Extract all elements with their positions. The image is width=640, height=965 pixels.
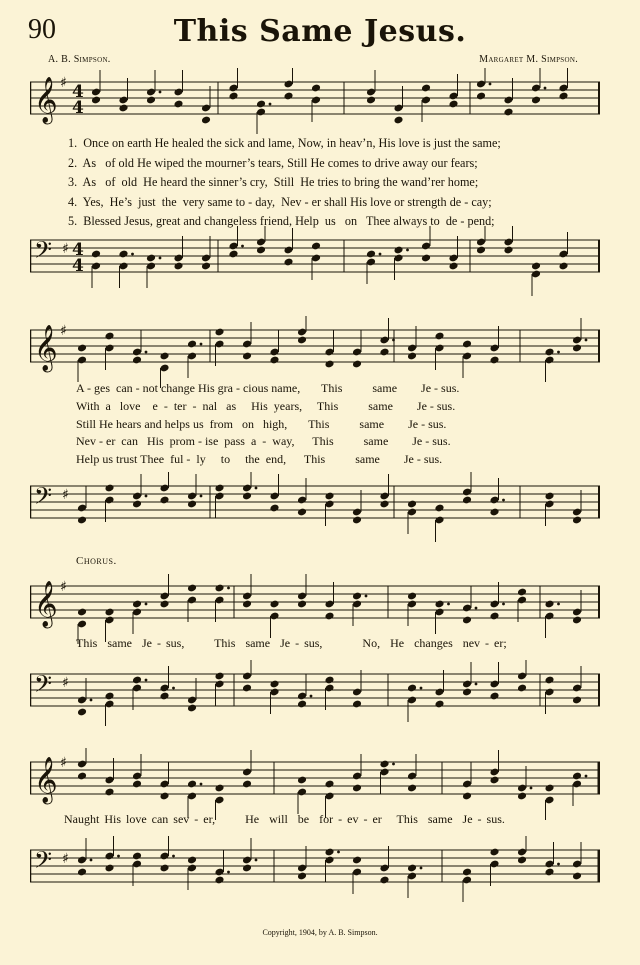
augmentation-dot xyxy=(145,603,148,606)
note-head xyxy=(489,776,499,785)
note-head xyxy=(572,696,582,705)
bass-staff-3 xyxy=(30,660,600,732)
note-head xyxy=(242,780,252,789)
note-head xyxy=(187,704,197,713)
note-head xyxy=(187,856,197,865)
note-head xyxy=(489,508,499,517)
note-head xyxy=(132,600,142,609)
note-head xyxy=(379,500,389,509)
augmentation-dot xyxy=(379,253,382,256)
augmentation-dot xyxy=(131,253,134,256)
note-head xyxy=(214,584,224,593)
note-head xyxy=(297,600,307,609)
bass-clef: 𝄢 xyxy=(34,846,53,879)
treble-staff-1 xyxy=(30,68,600,140)
augmentation-dot xyxy=(475,607,478,610)
key-signature-sharp: ♯ xyxy=(62,675,69,691)
note-head xyxy=(269,600,279,609)
augmentation-dot xyxy=(255,487,258,490)
note-head xyxy=(256,100,266,109)
note-head xyxy=(118,104,128,113)
note-head xyxy=(228,250,238,259)
hymn-title: This Same Jesus. xyxy=(173,14,467,49)
note-head xyxy=(324,360,334,369)
refrain-line: Still He hears and helps us from on high, This same Je - sus. xyxy=(76,416,447,431)
note-head xyxy=(489,848,499,857)
bass-clef: 𝄢 xyxy=(34,482,53,515)
note-head xyxy=(366,96,376,105)
refrain-line: A - ges can - not change His gra - cious name, This same Je - sus. xyxy=(76,381,460,395)
note-head xyxy=(104,608,114,617)
note-head xyxy=(379,876,389,885)
augmentation-dot xyxy=(227,587,230,590)
treble-clef: 𝄞 xyxy=(34,77,58,123)
note-head xyxy=(434,332,444,341)
note-head xyxy=(352,592,362,601)
augmentation-dot xyxy=(117,855,120,858)
note-head xyxy=(91,96,101,105)
note-head xyxy=(132,500,142,509)
note-head xyxy=(517,792,527,801)
note-head xyxy=(311,242,321,251)
note-head xyxy=(297,700,307,709)
note-head xyxy=(503,108,513,117)
note-head xyxy=(352,784,362,793)
note-head xyxy=(517,588,527,597)
note-head xyxy=(187,780,197,789)
augmentation-dot xyxy=(145,351,148,354)
augmentation-dot xyxy=(200,783,203,786)
note-head xyxy=(517,856,527,865)
note-head xyxy=(77,772,87,781)
note-head xyxy=(269,356,279,365)
refrain-line: Nev - er can His prom - ise pass a - way, This same Je - sus. xyxy=(76,434,451,449)
augmentation-dot xyxy=(502,499,505,502)
augmentation-dot xyxy=(557,863,560,866)
augmentation-dot xyxy=(90,859,93,862)
verse-line: 4. Yes, He’s just the very same to - day, Nev - er shall His love or strength de - cay; xyxy=(68,194,492,209)
note-head xyxy=(214,484,224,493)
note-head xyxy=(352,700,362,709)
note-head xyxy=(531,262,541,271)
verse-line: 1. Once on earth He healed the sick and lame, Now, in heav’n, His love is just the same; xyxy=(68,136,501,150)
note-head xyxy=(544,868,554,877)
augmentation-dot xyxy=(420,687,423,690)
augmentation-dot xyxy=(159,257,162,260)
note-head xyxy=(393,116,403,125)
note-head xyxy=(242,684,252,693)
note-head xyxy=(201,262,211,271)
note-head xyxy=(558,262,568,271)
note-head xyxy=(297,872,307,881)
key-signature-sharp: ♯ xyxy=(60,755,67,771)
bass-staff-4 xyxy=(30,836,600,908)
note-head xyxy=(324,612,334,621)
note-head xyxy=(407,684,417,693)
bass-staff-2 xyxy=(30,472,600,544)
note-head xyxy=(159,496,169,505)
treble-clef: 𝄞 xyxy=(34,757,58,803)
time-signature: 4 xyxy=(72,240,84,260)
note-head xyxy=(159,352,169,361)
augmentation-dot xyxy=(530,787,533,790)
note-head xyxy=(159,792,169,801)
augmentation-dot xyxy=(269,103,272,106)
author-credit: Margaret M. Simpson. xyxy=(479,54,578,65)
note-head xyxy=(448,100,458,109)
note-head xyxy=(324,676,334,685)
note-head xyxy=(462,792,472,801)
augmentation-dot xyxy=(557,351,560,354)
note-head xyxy=(393,246,403,255)
augmentation-dot xyxy=(241,245,244,248)
note-head xyxy=(489,692,499,701)
note-head xyxy=(242,864,252,873)
augmentation-dot xyxy=(172,687,175,690)
note-head xyxy=(434,600,444,609)
note-head xyxy=(159,600,169,609)
note-head xyxy=(104,788,114,797)
augmentation-dot xyxy=(310,695,313,698)
note-head xyxy=(187,500,197,509)
note-head xyxy=(544,348,554,357)
note-head xyxy=(407,500,417,509)
note-head xyxy=(352,856,362,865)
bass-clef: 𝄢 xyxy=(34,670,53,703)
augmentation-dot xyxy=(447,603,450,606)
note-head xyxy=(503,246,513,255)
note-head xyxy=(269,504,279,513)
note-head xyxy=(476,92,486,101)
note-head xyxy=(462,688,472,697)
note-head xyxy=(77,708,87,717)
chorus-label: Chorus. xyxy=(76,555,117,567)
note-head xyxy=(132,356,142,365)
note-head xyxy=(544,492,554,501)
note-head xyxy=(297,508,307,517)
note-head xyxy=(352,360,362,369)
note-head xyxy=(132,780,142,789)
note-head xyxy=(476,246,486,255)
augmentation-dot xyxy=(557,603,560,606)
augmentation-dot xyxy=(475,683,478,686)
note-head xyxy=(434,700,444,709)
verse-line: 2. As of old He wiped the mourner’s tears, Still He comes to drive away our fears; xyxy=(68,155,478,170)
note-head xyxy=(462,340,472,349)
note-head xyxy=(214,328,224,337)
bass-clef: 𝄢 xyxy=(34,236,53,269)
note-head xyxy=(531,96,541,105)
augmentation-dot xyxy=(255,859,258,862)
note-head xyxy=(297,776,307,785)
key-signature-sharp: ♯ xyxy=(60,323,67,339)
note-head xyxy=(544,600,554,609)
time-signature: 4 xyxy=(72,98,84,118)
note-head xyxy=(324,780,334,789)
augmentation-dot xyxy=(489,83,492,86)
note-head xyxy=(407,784,417,793)
treble-clef: 𝄞 xyxy=(34,581,58,627)
note-head xyxy=(448,262,458,271)
note-head xyxy=(132,676,142,685)
note-head xyxy=(407,592,417,601)
treble-staff-2 xyxy=(30,316,600,388)
note-head xyxy=(228,92,238,101)
augmentation-dot xyxy=(585,339,588,342)
note-head xyxy=(283,258,293,267)
note-head xyxy=(297,336,307,345)
note-head xyxy=(366,250,376,259)
note-head xyxy=(407,352,417,361)
note-head xyxy=(104,484,114,493)
note-head xyxy=(146,96,156,105)
augmentation-dot xyxy=(145,495,148,498)
note-head xyxy=(159,692,169,701)
chorus-lyric-line: Naught His love can sev - er, He will be for - ev - er This same Je - sus. xyxy=(64,812,505,826)
note-head xyxy=(77,516,87,525)
note-head xyxy=(572,344,582,353)
augmentation-dot xyxy=(227,871,230,874)
note-head xyxy=(173,100,183,109)
hymn-number: 90 xyxy=(28,14,56,45)
note-head xyxy=(434,504,444,513)
note-head xyxy=(187,584,197,593)
augmentation-dot xyxy=(145,679,148,682)
note-head xyxy=(118,250,128,259)
note-head xyxy=(517,684,527,693)
note-head xyxy=(572,516,582,525)
key-signature-sharp: ♯ xyxy=(62,487,69,503)
note-head xyxy=(572,772,582,781)
note-head xyxy=(352,516,362,525)
verse-line: 5. Blessed Jesus, great and changeless friend, Help us on Thee always to de - pend; xyxy=(68,214,495,229)
note-head xyxy=(572,616,582,625)
note-head xyxy=(572,872,582,881)
chorus-lyric-line: This same Je - sus, This same Je - sus, No, He changes nev - er; xyxy=(76,636,507,650)
augmentation-dot xyxy=(200,495,203,498)
note-head xyxy=(104,692,114,701)
note-head xyxy=(146,254,156,263)
augmentation-dot xyxy=(90,699,93,702)
treble-staff-4 xyxy=(30,748,600,820)
note-head xyxy=(379,760,389,769)
augmentation-dot xyxy=(200,343,203,346)
augmentation-dot xyxy=(420,867,423,870)
note-head xyxy=(256,246,266,255)
verse-line: 3. As of old He heard the sinner’s cry, Still He tries to bring the wand’rer home; xyxy=(68,175,479,190)
note-head xyxy=(421,254,431,263)
note-head xyxy=(269,680,279,689)
note-head xyxy=(311,84,321,93)
key-signature-sharp: ♯ xyxy=(62,851,69,867)
note-head xyxy=(77,608,87,617)
note-head xyxy=(214,876,224,885)
refrain-lyrics xyxy=(76,380,459,469)
note-head xyxy=(283,92,293,101)
note-head xyxy=(462,868,472,877)
bass-staff-1 xyxy=(30,226,600,298)
key-signature-sharp: ♯ xyxy=(62,241,69,257)
refrain-line: Help us trust Thee ful - ly to the end, This same Je - sus. xyxy=(76,452,443,467)
time-signature: 4 xyxy=(72,82,84,102)
augmentation-dot xyxy=(392,763,395,766)
note-head xyxy=(379,348,389,357)
treble-clef: 𝄞 xyxy=(34,325,58,371)
augmentation-dot xyxy=(544,87,547,90)
note-head xyxy=(77,868,87,877)
note-head xyxy=(104,864,114,873)
verse-lyrics xyxy=(68,134,501,232)
note-head xyxy=(324,492,334,501)
note-head xyxy=(558,92,568,101)
augmentation-dot xyxy=(585,775,588,778)
augmentation-dot xyxy=(365,595,368,598)
augmentation-dot xyxy=(337,851,340,854)
note-head xyxy=(421,84,431,93)
note-head xyxy=(187,340,197,349)
note-head xyxy=(489,356,499,365)
note-head xyxy=(159,864,169,873)
note-head xyxy=(201,116,211,125)
note-head xyxy=(407,864,417,873)
treble-staff-3 xyxy=(30,572,600,644)
copyright-notice: Copyright, 1904, by A. B. Simpson. xyxy=(262,928,378,937)
composer-credit: A. B. Simpson. xyxy=(48,54,111,65)
note-head xyxy=(242,492,252,501)
augmentation-dot xyxy=(159,91,162,94)
key-signature-sharp: ♯ xyxy=(60,579,67,595)
refrain-line: With a love e - ter - nal as His years, This same Je - sus. xyxy=(76,398,456,413)
note-head xyxy=(173,262,183,271)
note-head xyxy=(91,250,101,259)
augmentation-dot xyxy=(406,249,409,252)
note-head xyxy=(132,852,142,861)
note-head xyxy=(104,332,114,341)
note-head xyxy=(214,784,224,793)
key-signature-sharp: ♯ xyxy=(60,75,67,91)
note-head xyxy=(242,600,252,609)
augmentation-dot xyxy=(502,603,505,606)
note-head xyxy=(77,344,87,353)
augmentation-dot xyxy=(392,339,395,342)
time-signature: 4 xyxy=(72,256,84,276)
note-head xyxy=(462,616,472,625)
note-head xyxy=(324,848,334,857)
augmentation-dot xyxy=(172,855,175,858)
note-head xyxy=(489,612,499,621)
note-head xyxy=(544,784,554,793)
note-head xyxy=(462,496,472,505)
note-head xyxy=(242,352,252,361)
note-head xyxy=(214,672,224,681)
note-head xyxy=(544,676,554,685)
